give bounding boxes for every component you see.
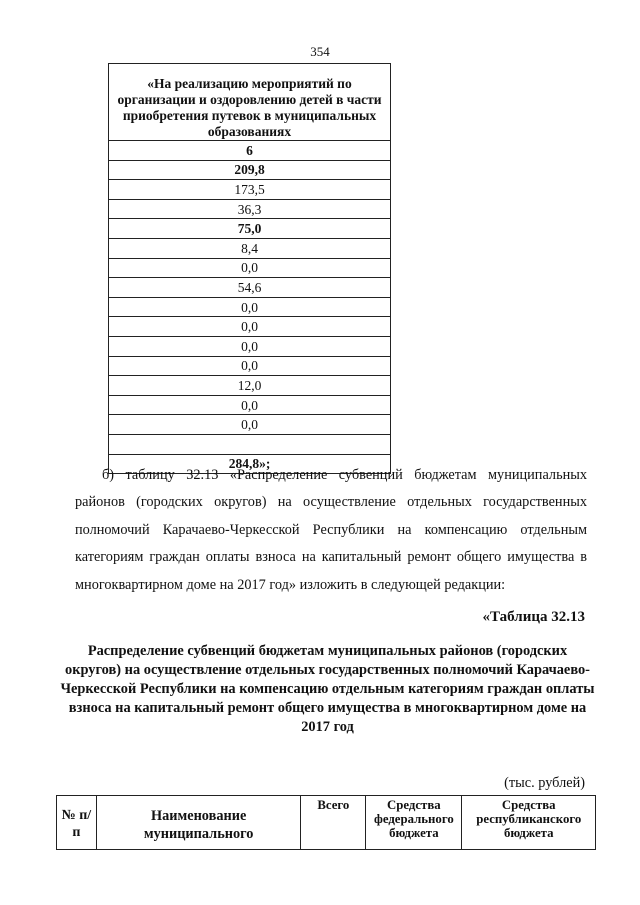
table-row: [109, 356, 391, 376]
table-row: [109, 415, 391, 435]
table-row: [109, 297, 391, 317]
table-row: [109, 336, 391, 356]
table-row: [109, 160, 391, 180]
column-header-republic: Средства республиканского бюджета: [462, 796, 596, 850]
table-cell: 0,0: [109, 415, 391, 435]
distribution-table-header: [56, 795, 596, 850]
table-cell: 8,4: [109, 238, 391, 258]
table-row: [109, 141, 391, 161]
table-cell: 6: [109, 141, 391, 161]
table-cell: 0,0: [109, 317, 391, 337]
table-cell: 0,0: [109, 336, 391, 356]
table-row: [109, 199, 391, 219]
table-cell: 54,6: [109, 278, 391, 298]
units-note: (тыс. рублей): [504, 775, 585, 791]
table-cell: 0,0: [109, 258, 391, 278]
table-cell: 284,8»;: [109, 454, 391, 474]
table-cell: 0,0: [109, 356, 391, 376]
table-title: Распределение субвенций бюджетам муниципальных районов (городских округов) на осуществление отдельных государственных полномочий Карачаево-Черкесской Республики на компенсацию отдельным категориям граждан оплаты взноса на капитальный ремонт общего имущества в многоквартирном доме на 2017 год: [60, 643, 595, 735]
amendment-paragraph: б) таблицу 32.13 «Распределение субвенций бюджетам муниципальных районов (городских округов) на осуществление отдельных государственных полномочий Карачаево-Черкесской Республики на компенсацию отдельным категориям граждан оплаты взноса на капитальный ремонт общего имущества в многоквартирном доме на 2017 год» изложить в следующей редакции:: [75, 467, 587, 593]
table-row: [109, 434, 391, 454]
table-cell: 36,3: [109, 199, 391, 219]
column-header-name: Наименование муниципального: [96, 796, 301, 850]
column-header-federal: Средства федерального бюджета: [366, 796, 462, 850]
subsidy-column-table: [108, 63, 391, 474]
table-row: [109, 317, 391, 337]
table-body: [109, 141, 391, 474]
table-row: [109, 258, 391, 278]
table-cell: 0,0: [109, 297, 391, 317]
table-cell: 173,5: [109, 180, 391, 200]
table-cell: 75,0: [109, 219, 391, 239]
table-row: [109, 278, 391, 298]
page-number: 354: [310, 44, 330, 59]
table-cell: 12,0: [109, 376, 391, 396]
table-cell: [109, 434, 391, 454]
table-row: [109, 238, 391, 258]
table-cell: 0,0: [109, 395, 391, 415]
table-row: [109, 180, 391, 200]
table-row: [109, 219, 391, 239]
table-row: [109, 395, 391, 415]
column-header: «На реализацию мероприятий по организации и оздоровлению детей в части приобретения путевок в муниципальных образованиях: [109, 64, 391, 141]
table-cell: 209,8: [109, 160, 391, 180]
table-row: [109, 376, 391, 396]
column-header-number: № п/п: [57, 796, 97, 850]
column-header-total: Всего: [301, 796, 366, 850]
table-label: «Таблица 32.13: [482, 609, 585, 625]
